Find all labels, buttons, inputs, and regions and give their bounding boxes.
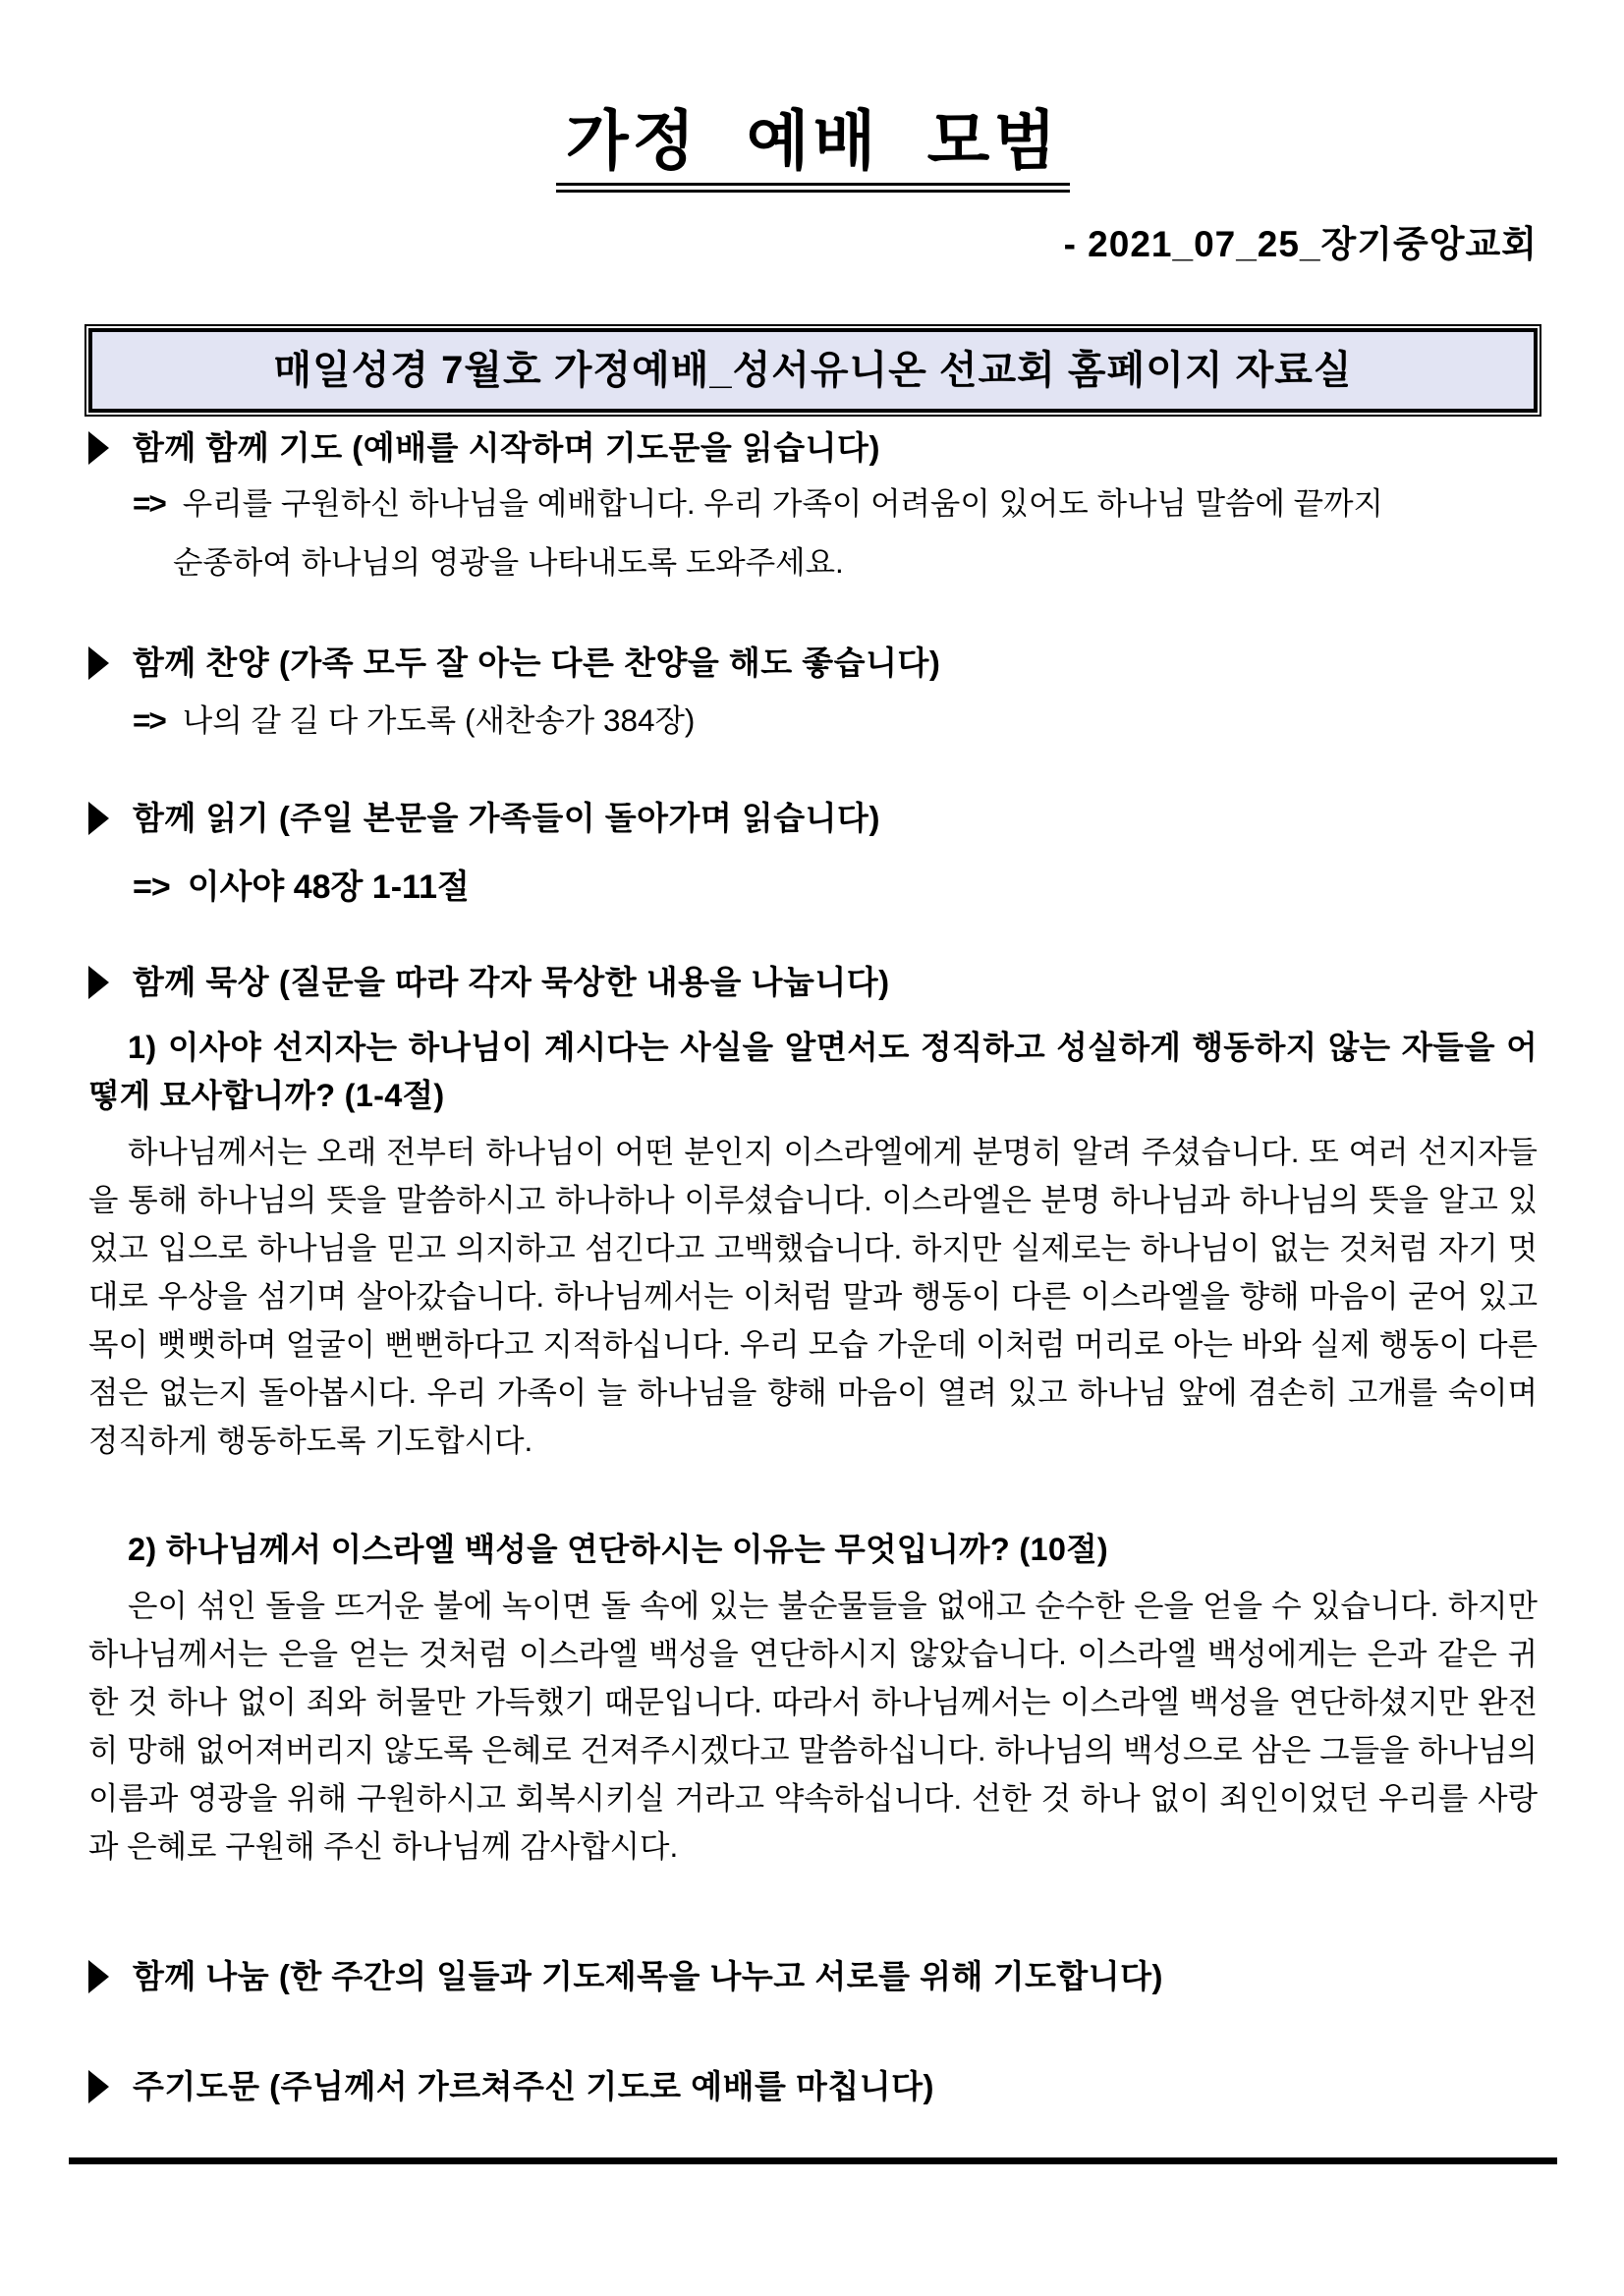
section-meditation-heading xyxy=(88,963,1538,1002)
triangle-bullet-icon xyxy=(88,802,109,835)
section-reading-heading xyxy=(88,799,1538,838)
banner-box xyxy=(88,328,1538,413)
question-2: 2) 하나님께서 이스라엘 백성을 연단하시는 이유는 무엇입니까? (10절) xyxy=(128,1532,1109,1567)
prayer-text-1: 우리를 구원하신 하나님을 예배합니다. 우리 가족이 어려움이 있어도 하나님 말씀에 끝까지 xyxy=(182,485,1383,521)
prayer-line-1 xyxy=(88,479,1538,528)
section-sharing-heading xyxy=(88,1957,1538,1996)
section-heading-text: 함께 함께 기도 (예배를 시작하며 기도문을 읽습니다) xyxy=(133,429,880,466)
section-lords-prayer xyxy=(88,2067,1538,2106)
section-praise-heading xyxy=(88,644,1538,683)
section-prayer-heading xyxy=(88,428,1538,468)
section-prayer xyxy=(88,428,1538,587)
banner-text: 매일성경 7월호 가정예배_성서유니온 선교회 홈페이지 자료실 xyxy=(273,349,1353,392)
section-meditation xyxy=(88,963,1538,1871)
section-sharing xyxy=(88,1957,1538,1996)
bottom-divider xyxy=(69,2157,1557,2164)
triangle-bullet-icon xyxy=(88,1960,109,1993)
triangle-bullet-icon xyxy=(88,2070,109,2103)
section-heading-text: 주기도문 (주님께서 가르쳐주신 기도로 예배를 마칩니다) xyxy=(133,2068,935,2104)
passage-text: 이사야 48장 1-11절 xyxy=(187,868,470,906)
date-line: - 2021_07_25_장기중앙교회 xyxy=(1063,224,1538,264)
section-heading-text: 함께 읽기 (주일 본문을 가족들이 돌아가며 읽습니다) xyxy=(133,800,880,836)
hymn-text: 나의 갈 길 다 가도록 (새찬송가 384장) xyxy=(182,702,696,738)
passage-line xyxy=(88,864,1538,912)
section-lords-prayer-heading xyxy=(88,2067,1538,2106)
answer-1: 하나님께서는 오래 전부터 하나님이 어떤 분인지 이스라엘에게 분명히 알려 주셨습니다. 또 여러 선지자들을 통해 하나님의 뜻을 말씀하시고 하나하나 이루셨습니다. 이스라엘은 분명 하나님과 하나님의 뜻을 알고 있었고 입으로 하나님을 믿고 의지하고 섬긴다고 고백했습니다. 하지만 실제로는 하나님이 없는 것처럼 자기 멋대로 우상을 섬기며 살아갔습니다. 하나님께서는 이처럼 말과 행동이 다른 이스라엘을 향해 마음이 굳어 있고 목이 뻣뻣하며 얼굴이 뻔뻔하다고 지적하십니다. 우리 모습 가운데 이처럼 머리로 아는 바와 실제 행동이 다른 점은 없는지 돌아봅시다. 우리 가족이 늘 하나님을 향해 마음이 열려 있고 하나님 앞에 겸손히 고개를 숙이며 정직하게 행동하도록 기도합시다. xyxy=(88,1134,1538,1458)
arrow-icon: => xyxy=(133,702,165,738)
triangle-bullet-icon xyxy=(88,966,109,999)
section-praise xyxy=(88,644,1538,745)
question-1: 1) 이사야 선지자는 하나님이 계시다는 사실을 알면서도 정직하고 성실하게 행동하지 않는 자들을 어떻게 묘사합니까? (1-4절) xyxy=(88,1030,1538,1113)
triangle-bullet-icon xyxy=(88,431,109,465)
prayer-line-2: 순종하여 하나님의 영광을 나타내도록 도와주세요. xyxy=(173,544,844,580)
section-heading-text: 함께 찬양 (가족 모두 잘 아는 다른 찬양을 해도 좋습니다) xyxy=(133,644,941,681)
section-heading-text: 함께 묵상 (질문을 따라 각자 묵상한 내용을 나눕니다) xyxy=(133,964,890,1000)
answer-2: 은이 섞인 돌을 뜨거운 불에 녹이면 돌 속에 있는 불순물들을 없애고 순수한 은을 얻을 수 있습니다. 하지만 하나님께서는 은을 얻는 것처럼 이스라엘 백성을 연단하시지 않았습니다. 이스라엘 백성에게는 은과 같은 귀한 것 하나 없이 죄와 허물만 가득했기 때문입니다. 따라서 하나님께서는 이스라엘 백성을 연단하셨지만 완전히 망해 없어져버리지 않도록 은혜로 건져주시겠다고 말씀하십니다. 하나님의 백성으로 삼은 그들을 하나님의 이름과 영광을 위해 구원하시고 회복시키실 거라고 약속하십니다. 선한 것 하나 없이 죄인이었던 우리를 사랑과 은혜로 구원해 주신 하나님께 감사합시다. xyxy=(88,1588,1538,1864)
section-reading xyxy=(88,799,1538,912)
hymn-line xyxy=(88,697,1538,745)
arrow-icon: => xyxy=(133,868,170,906)
page-title: 가정 예배 모범 xyxy=(556,106,1070,193)
title-row xyxy=(88,106,1538,193)
arrow-icon: => xyxy=(133,485,165,521)
section-heading-text: 함께 나눔 (한 주간의 일들과 기도제목을 나누고 서로를 위해 기도합니다) xyxy=(133,1958,1163,1994)
triangle-bullet-icon xyxy=(88,646,109,680)
